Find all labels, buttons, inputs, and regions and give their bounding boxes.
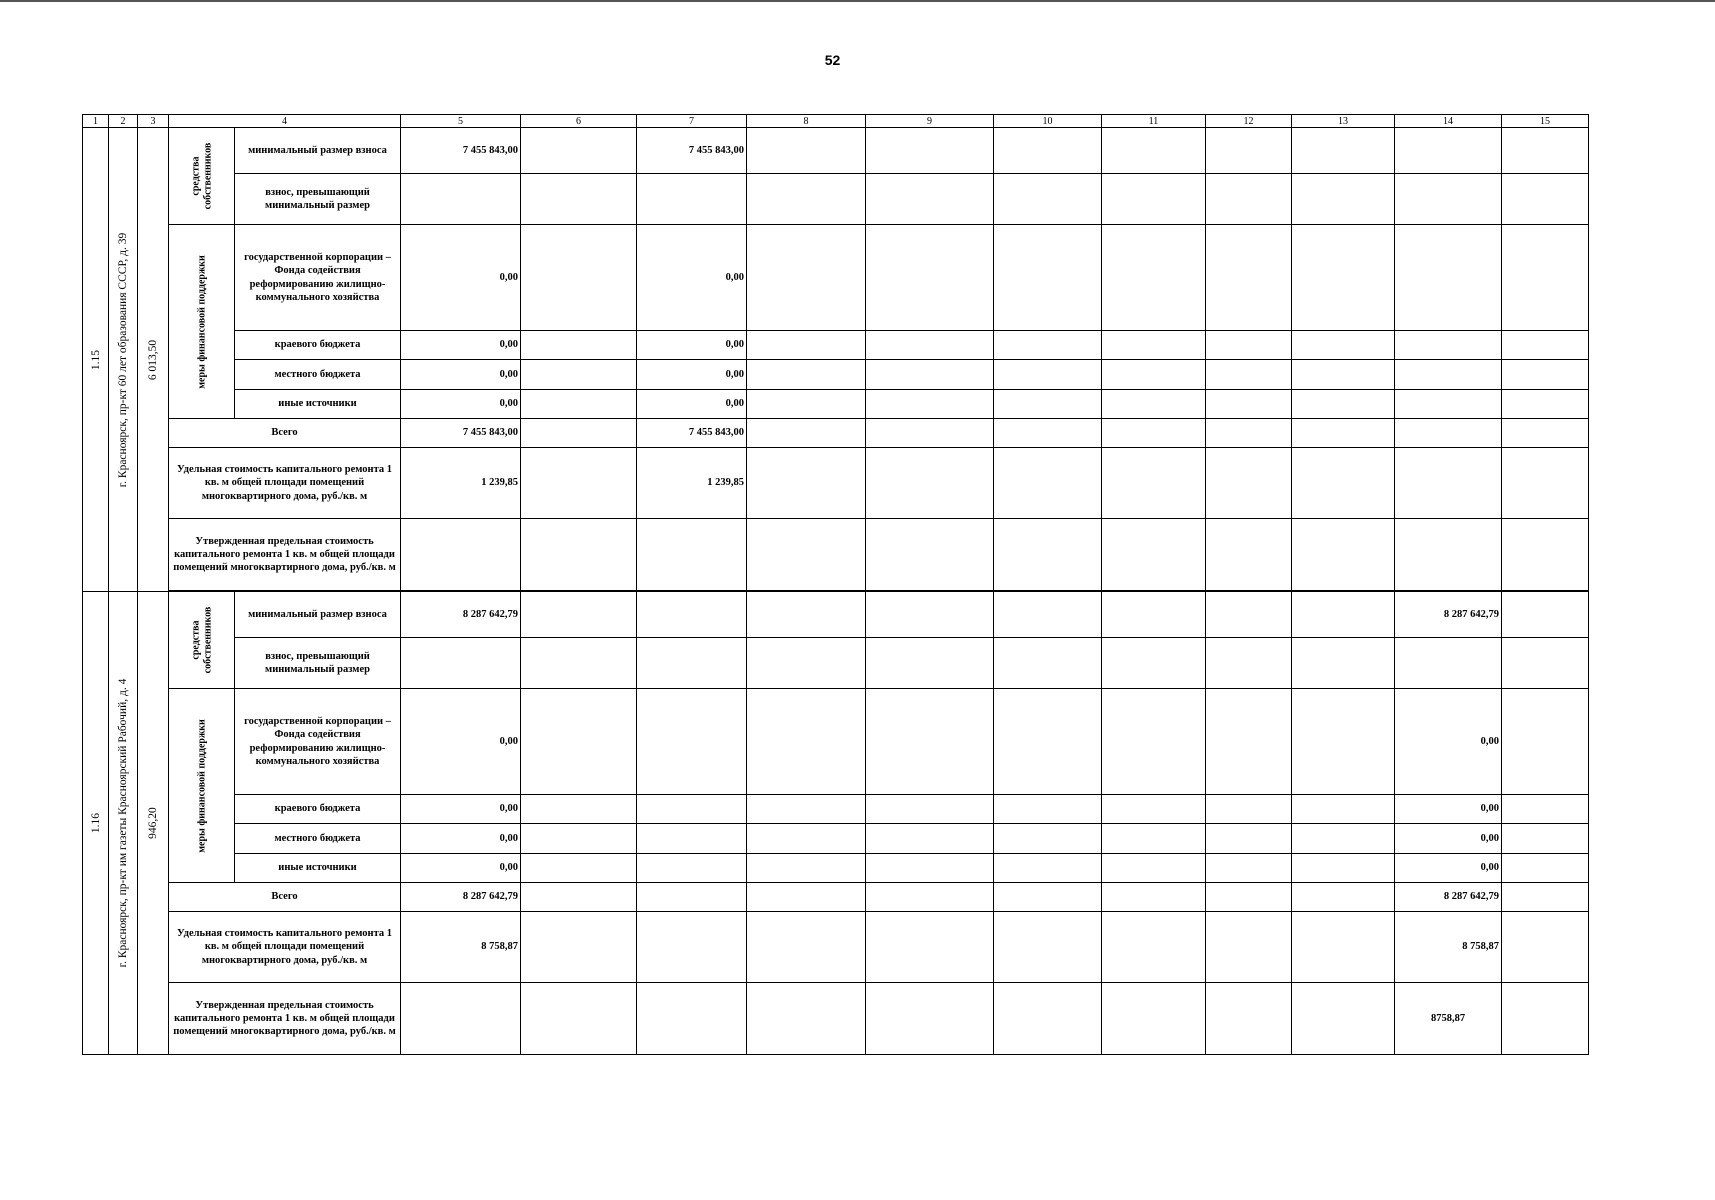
table-row xyxy=(83,128,1589,174)
state-corp-col5: 0,00 xyxy=(401,689,521,795)
group-area: 6 013,50 xyxy=(138,128,169,592)
table-row xyxy=(83,592,1589,638)
local-label: местного бюджета xyxy=(235,360,401,390)
col-header-7: 7 xyxy=(637,115,747,128)
local-col5: 0,00 xyxy=(401,824,521,854)
regional-col5: 0,00 xyxy=(401,331,521,360)
regional-col5: 0,00 xyxy=(401,795,521,824)
min-fee-col5: 7 455 843,00 xyxy=(401,128,521,174)
regional-col14 xyxy=(1395,331,1502,360)
local-col14: 0,00 xyxy=(1395,824,1502,854)
col-header-13: 13 xyxy=(1292,115,1395,128)
total-col7 xyxy=(637,883,747,912)
unit-cost-col7 xyxy=(637,912,747,983)
regional-label: краевого бюджета xyxy=(235,795,401,824)
capital-repair-table xyxy=(82,114,1589,1055)
min-fee-label: минимальный размер взноса xyxy=(235,128,401,174)
unit-cost-col14 xyxy=(1395,448,1502,519)
col-header-15: 15 xyxy=(1502,115,1589,128)
table-row xyxy=(83,448,1589,519)
local-col5: 0,00 xyxy=(401,360,521,390)
other-col5: 0,00 xyxy=(401,854,521,883)
other-col7: 0,00 xyxy=(637,390,747,419)
group-number: 1.16 xyxy=(83,592,109,1055)
unit-cost-col5: 8 758,87 xyxy=(401,912,521,983)
table-row xyxy=(83,419,1589,448)
local-col7: 0,00 xyxy=(637,360,747,390)
col-header-6: 6 xyxy=(521,115,637,128)
state-corp-label: государственной корпорации – Фонда содействия реформированию жилищно-коммунального хозяйства xyxy=(235,225,401,331)
owners-funds-label: средства собственников xyxy=(169,592,235,689)
limit-cost-label: Утвержденная предельная стоимость капитального ремонта 1 кв. м общей площади помещений многоквартирного дома, руб./кв. м xyxy=(169,983,401,1055)
group-address: г. Красноярск, пр-кт им газеты Красноярский Рабочий, д. 4 xyxy=(109,592,138,1055)
total-col5: 8 287 642,79 xyxy=(401,883,521,912)
scan-top-edge xyxy=(0,0,1715,2)
table-row xyxy=(83,331,1589,360)
other-col14: 0,00 xyxy=(1395,854,1502,883)
table-row xyxy=(83,519,1589,591)
min-fee-label: минимальный размер взноса xyxy=(235,592,401,638)
col-header-9: 9 xyxy=(866,115,994,128)
group-area: 946,20 xyxy=(138,592,169,1055)
total-label: Всего xyxy=(169,883,401,912)
state-corp-col14 xyxy=(1395,225,1502,331)
table-row xyxy=(83,854,1589,883)
other-label: иные источники xyxy=(235,390,401,419)
unit-cost-label: Удельная стоимость капитального ремонта 1 кв. м общей площади помещений многоквартирного дома, руб./кв. м xyxy=(169,448,401,519)
col-header-10: 10 xyxy=(994,115,1102,128)
support-label: меры финансовой поддержки xyxy=(169,225,235,419)
table-row xyxy=(83,174,1589,225)
table-row xyxy=(83,912,1589,983)
regional-label: краевого бюджета xyxy=(235,331,401,360)
min-fee-col14 xyxy=(1395,128,1502,174)
col-header-4: 4 xyxy=(169,115,401,128)
other-col5: 0,00 xyxy=(401,390,521,419)
state-corp-col5: 0,00 xyxy=(401,225,521,331)
over-min-label: взнос, превышающий минимальный размер xyxy=(235,638,401,689)
other-col7 xyxy=(637,854,747,883)
col-header-11: 11 xyxy=(1102,115,1206,128)
table-row xyxy=(83,638,1589,689)
other-label: иные источники xyxy=(235,854,401,883)
total-col14 xyxy=(1395,419,1502,448)
col-header-5: 5 xyxy=(401,115,521,128)
total-col7: 7 455 843,00 xyxy=(637,419,747,448)
min-fee-col7 xyxy=(637,592,747,638)
regional-col14: 0,00 xyxy=(1395,795,1502,824)
owners-funds-label: средства собственников xyxy=(169,128,235,225)
support-label: меры финансовой поддержки xyxy=(169,689,235,883)
page-number: 52 xyxy=(824,52,841,68)
local-label: местного бюджета xyxy=(235,824,401,854)
regional-col7 xyxy=(637,795,747,824)
table-row xyxy=(83,390,1589,419)
local-col7 xyxy=(637,824,747,854)
limit-cost-label: Утвержденная предельная стоимость капитального ремонта 1 кв. м общей площади помещений многоквартирного дома, руб./кв. м xyxy=(169,519,401,591)
total-col14: 8 287 642,79 xyxy=(1395,883,1502,912)
min-fee-col14: 8 287 642,79 xyxy=(1395,592,1502,638)
table-row xyxy=(83,795,1589,824)
state-corp-col7 xyxy=(637,689,747,795)
regional-col7: 0,00 xyxy=(637,331,747,360)
state-corp-label: государственной корпорации – Фонда содействия реформированию жилищно-коммунального хозяйства xyxy=(235,689,401,795)
table-row xyxy=(83,689,1589,795)
total-label: Всего xyxy=(169,419,401,448)
min-fee-col7: 7 455 843,00 xyxy=(637,128,747,174)
unit-cost-col7: 1 239,85 xyxy=(637,448,747,519)
col-header-3: 3 xyxy=(138,115,169,128)
state-corp-col14: 0,00 xyxy=(1395,689,1502,795)
table-row xyxy=(83,225,1589,331)
col-header-12: 12 xyxy=(1206,115,1292,128)
unit-cost-col14: 8 758,87 xyxy=(1395,912,1502,983)
over-min-label: взнос, превышающий минимальный размер xyxy=(235,174,401,225)
col-header-14: 14 xyxy=(1395,115,1502,128)
limit-cost-col14 xyxy=(1395,519,1502,591)
col-header-1: 1 xyxy=(83,115,109,128)
unit-cost-label: Удельная стоимость капитального ремонта 1 кв. м общей площади помещений многоквартирного дома, руб./кв. м xyxy=(169,912,401,983)
other-col14 xyxy=(1395,390,1502,419)
limit-cost-col14: 8758,87 xyxy=(1395,983,1502,1055)
total-col5: 7 455 843,00 xyxy=(401,419,521,448)
group-address: г. Красноярск, пр-кт 60 лет образования СССР, д. 39 xyxy=(109,128,138,592)
table-row xyxy=(83,883,1589,912)
table-row xyxy=(83,983,1589,1055)
unit-cost-col5: 1 239,85 xyxy=(401,448,521,519)
group-number: 1.15 xyxy=(83,128,109,592)
col-header-8: 8 xyxy=(747,115,866,128)
state-corp-col7: 0,00 xyxy=(637,225,747,331)
column-number-row xyxy=(83,115,1589,128)
table-row xyxy=(83,360,1589,390)
local-col14 xyxy=(1395,360,1502,390)
min-fee-col5: 8 287 642,79 xyxy=(401,592,521,638)
table-row xyxy=(83,824,1589,854)
col-header-2: 2 xyxy=(109,115,138,128)
